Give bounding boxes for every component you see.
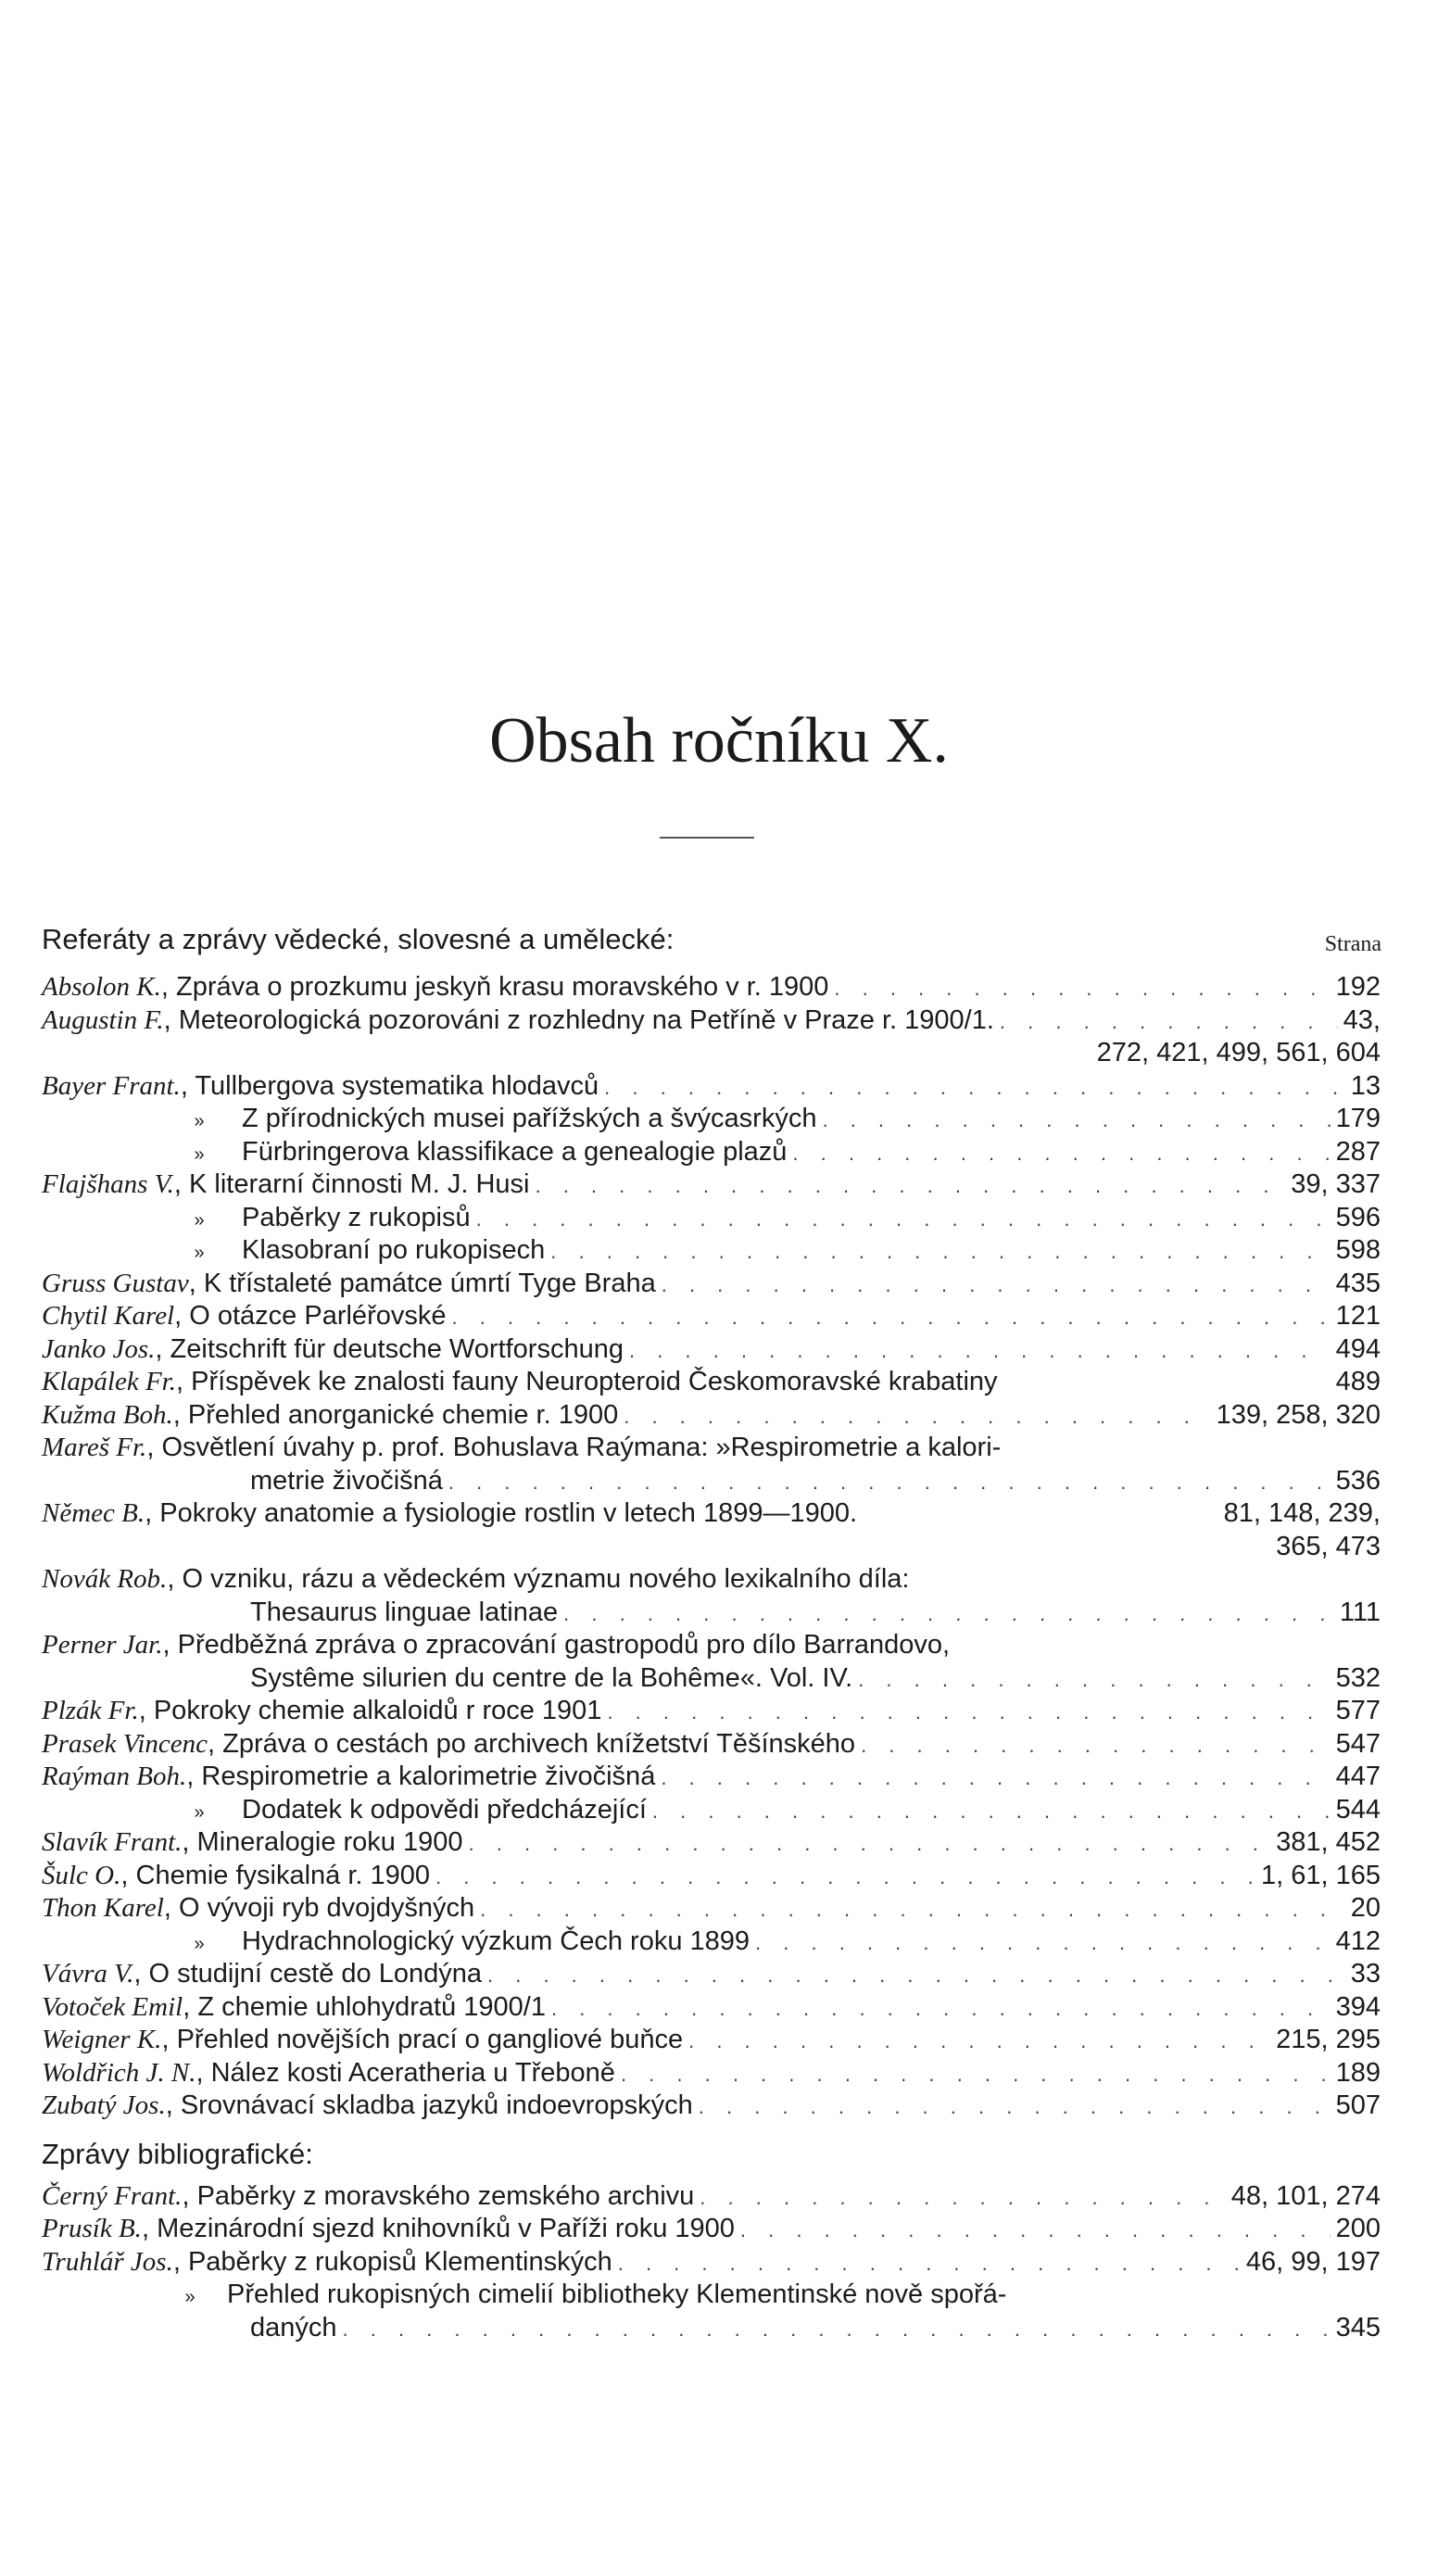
entry-head bbox=[42, 1366, 998, 1399]
page-numbers: 365, 473 bbox=[1276, 1531, 1381, 1561]
ditto-mark: » bbox=[194, 1933, 205, 1954]
entry-head bbox=[42, 1826, 463, 1860]
toc-entry-line bbox=[42, 1826, 1381, 1860]
author-separator: , bbox=[188, 1268, 204, 1298]
page-numbers: 412 bbox=[1335, 1926, 1381, 1956]
entry-head bbox=[42, 1926, 750, 1962]
toc-entry-line bbox=[42, 1563, 1381, 1597]
entry-head bbox=[42, 1070, 599, 1104]
toc-entry bbox=[42, 1892, 1381, 1926]
toc-entry bbox=[42, 2279, 1381, 2344]
dot-leader bbox=[550, 1235, 1330, 1269]
entry-title: Mineralogie roku 1900 bbox=[196, 1827, 463, 1857]
author-name: Šulc O. bbox=[42, 1860, 121, 1890]
toc-entry-line bbox=[42, 971, 1381, 1004]
entry-head bbox=[42, 1991, 546, 2025]
author-name: Augustin F. bbox=[42, 1004, 164, 1035]
page-numbers-continued bbox=[42, 1531, 1381, 1564]
toc-entry bbox=[42, 1004, 1381, 1070]
entry-head bbox=[42, 1333, 624, 1367]
dot-leader bbox=[629, 1334, 1331, 1368]
toc-entry bbox=[42, 1333, 1381, 1367]
toc-entry-line bbox=[42, 1103, 1381, 1136]
author-name: Slavík Frant. bbox=[42, 1827, 183, 1857]
author-separator: , bbox=[196, 2057, 211, 2088]
entry-head bbox=[42, 1728, 855, 1762]
author-separator: , bbox=[208, 1728, 223, 1759]
dot-leader bbox=[563, 1597, 1334, 1631]
page-numbers: 215, 295 bbox=[1276, 2025, 1381, 2054]
toc-content bbox=[42, 917, 1381, 2344]
dot-leader bbox=[604, 1071, 1345, 1105]
dot-leader bbox=[822, 1104, 1330, 1137]
page-numbers: 435 bbox=[1335, 1268, 1381, 1298]
toc-entry bbox=[42, 1826, 1381, 1860]
dot-leader bbox=[448, 1466, 1331, 1499]
entry-title: Hydrachnologický výzkum Čech roku 1899 bbox=[242, 1926, 751, 1956]
page-numbers: 200 bbox=[1335, 2214, 1381, 2243]
toc-entry bbox=[42, 1070, 1381, 1104]
page-numbers: 139, 258, 320 bbox=[1216, 1399, 1381, 1430]
section-entries bbox=[42, 2180, 1381, 2345]
toc-entry bbox=[42, 2024, 1381, 2057]
toc-entry-line bbox=[42, 2057, 1381, 2090]
author-name: Plzák Fr. bbox=[42, 1696, 139, 1725]
entry-head bbox=[42, 1136, 787, 1172]
entry-title: Paběrky z rukopisů bbox=[242, 1202, 471, 1232]
toc-entry bbox=[42, 1497, 1381, 1563]
author-name: Klapálek Fr. bbox=[42, 1367, 176, 1396]
toc-entry bbox=[42, 1991, 1381, 2025]
toc-entry bbox=[42, 1761, 1381, 1794]
entry-head bbox=[42, 1399, 618, 1433]
author-name: Flajšhans V. bbox=[42, 1169, 174, 1199]
page-numbers: 13 bbox=[1350, 1070, 1381, 1101]
page-numbers: 536 bbox=[1335, 1465, 1381, 1496]
entry-head bbox=[42, 1563, 909, 1597]
author-separator: , bbox=[172, 2246, 188, 2277]
dot-leader bbox=[661, 1762, 1330, 1795]
entry-title: Z chemie uhlohydratů 1900/1 bbox=[197, 1991, 546, 2022]
toc-entry-continuation bbox=[42, 1597, 1381, 1630]
toc-entry-line bbox=[42, 1333, 1381, 1367]
entry-title: Příspěvek ke znalosti fauny Neuropteroid Českomoravské krabatiny bbox=[191, 1367, 998, 1396]
toc-entry-line bbox=[42, 1794, 1381, 1827]
page-numbers: 272, 421, 499, 561, 604 bbox=[1096, 1038, 1381, 1067]
entry-head bbox=[42, 2246, 612, 2279]
author-separator: , bbox=[182, 2180, 197, 2211]
dot-leader bbox=[451, 1301, 1330, 1334]
page-numbers: 394 bbox=[1335, 1991, 1381, 2022]
entry-head bbox=[42, 2090, 693, 2123]
entry-head bbox=[42, 1168, 529, 1202]
entry-title: Pokroky chemie alkaloidů r roce 1901 bbox=[153, 1696, 602, 1725]
page-numbers: 46, 99, 197 bbox=[1245, 2246, 1381, 2277]
page-numbers: 43, bbox=[1343, 1004, 1381, 1035]
entry-head bbox=[42, 1761, 655, 1794]
entry-title: Fürbringerova klassifikace a genealogie plazů bbox=[242, 1136, 788, 1167]
author-separator: , bbox=[141, 2214, 158, 2243]
author-name: Novák Rob. bbox=[42, 1564, 168, 1594]
dot-leader bbox=[487, 1959, 1345, 1992]
toc-entry-line bbox=[42, 2180, 1381, 2214]
toc-entry-line bbox=[42, 1366, 1381, 1399]
toc-entry-line bbox=[42, 1926, 1381, 1959]
entry-head bbox=[42, 2180, 694, 2214]
entry-title: Chemie fysikalná r. 1900 bbox=[135, 1860, 431, 1890]
entry-title: Pokroky anatomie a fysiologie rostlin v letech 1899—1900. bbox=[159, 1498, 858, 1528]
toc-entry bbox=[42, 1860, 1381, 1893]
author-name: Prasek Vincenc bbox=[42, 1728, 208, 1759]
section-heading: Referáty a zprávy vědecké, slovesné a umělecké: bbox=[42, 923, 675, 955]
entry-head bbox=[42, 1794, 647, 1830]
page-numbers: 81, 148, 239, bbox=[1223, 1498, 1381, 1528]
author-name: Zubatý Jos. bbox=[42, 2090, 166, 2120]
entry-title: O vývoji ryb dvojdyšných bbox=[178, 1893, 475, 1923]
toc-entry bbox=[42, 1728, 1381, 1762]
ditto-mark: » bbox=[194, 1209, 205, 1231]
toc-entry bbox=[42, 1563, 1381, 1629]
author-name: Prusík B. bbox=[42, 2214, 142, 2243]
entry-title-continued: Thesaurus linguae latinae bbox=[250, 1597, 559, 1627]
section-entries bbox=[42, 971, 1381, 2123]
entry-head bbox=[42, 1202, 471, 1238]
entry-title: Přehled rukopisných cimelií bibliotheky Klementinské nově spořá- bbox=[227, 2279, 1007, 2309]
entry-title: Zpráva o cestách po archivech knížetství Těšínského bbox=[222, 1728, 856, 1759]
entry-title-continued: metrie živočišná bbox=[250, 1465, 443, 1496]
author-separator: , bbox=[180, 1070, 196, 1101]
page-numbers: 489 bbox=[1335, 1367, 1381, 1396]
author-separator: , bbox=[120, 1860, 136, 1890]
entry-title: Dodatek k odpovědi předcházející bbox=[242, 1794, 647, 1825]
toc-entry bbox=[42, 1234, 1381, 1268]
page-numbers: 577 bbox=[1335, 1696, 1381, 1725]
entry-head bbox=[42, 2057, 615, 2090]
toc-entry bbox=[42, 1103, 1381, 1136]
author-separator: , bbox=[160, 972, 177, 1002]
dot-leader bbox=[535, 1169, 1285, 1203]
page-column-header: Strana bbox=[1324, 932, 1381, 956]
entry-title: Z přírodnických musei pařížských a švýcasrkých bbox=[242, 1104, 817, 1133]
dot-leader bbox=[700, 2181, 1225, 2215]
author-separator: , bbox=[174, 1301, 190, 1331]
page-numbers: 287 bbox=[1335, 1136, 1381, 1167]
page-title: Obsah ročníku X. bbox=[489, 705, 949, 777]
toc-entry-line bbox=[42, 1728, 1381, 1762]
toc-entry bbox=[42, 971, 1381, 1004]
ditto-mark: » bbox=[194, 1111, 205, 1131]
author-separator: , bbox=[167, 1564, 183, 1594]
entry-head bbox=[42, 2279, 1006, 2315]
entry-head bbox=[42, 1892, 474, 1926]
page-numbers: 48, 101, 274 bbox=[1230, 2180, 1381, 2211]
dot-leader bbox=[435, 1861, 1255, 1894]
toc-entry-line bbox=[42, 1300, 1381, 1333]
author-separator: , bbox=[163, 1004, 179, 1035]
dot-leader bbox=[792, 1137, 1330, 1170]
entry-title: Tullbergova systematika hlodavců bbox=[195, 1070, 599, 1101]
section-header bbox=[42, 917, 1381, 971]
page-numbers: 447 bbox=[1335, 1762, 1381, 1791]
author-separator: , bbox=[163, 1893, 179, 1923]
toc-entry bbox=[42, 1926, 1381, 1959]
toc-entry-line bbox=[42, 1234, 1381, 1268]
toc-entry bbox=[42, 1794, 1381, 1827]
author-name: Woldřich J. N. bbox=[42, 2057, 196, 2088]
dot-leader bbox=[607, 1696, 1330, 1729]
author-separator: , bbox=[162, 1630, 178, 1660]
entry-title: Osvětlení úvahy p. prof. Bohuslava Raýmana: »Respirometrie a kalori- bbox=[161, 1433, 1002, 1462]
toc-entry-continuation bbox=[42, 1662, 1381, 1696]
author-name: Bayer Frant. bbox=[42, 1070, 181, 1101]
toc-entry-line bbox=[42, 1136, 1381, 1169]
entry-head bbox=[42, 1103, 816, 1139]
author-separator: , bbox=[138, 1696, 154, 1725]
entry-title: Srovnávací skladba jazyků indoevropských bbox=[180, 2090, 693, 2120]
entry-title: Paběrky z moravského zemského archivu bbox=[196, 2180, 695, 2211]
dot-leader bbox=[476, 1203, 1331, 1236]
dot-leader bbox=[740, 2214, 1331, 2247]
ditto-mark: » bbox=[194, 1143, 205, 1165]
toc-entry-line bbox=[42, 1695, 1381, 1728]
dot-leader bbox=[699, 2090, 1331, 2124]
author-name: Němec B. bbox=[42, 1498, 145, 1528]
page-numbers: 598 bbox=[1335, 1235, 1381, 1265]
author-name: Janko Jos. bbox=[42, 1333, 156, 1364]
dot-leader bbox=[861, 1729, 1331, 1762]
page-numbers: 192 bbox=[1335, 972, 1381, 1002]
toc-entry-line bbox=[42, 2213, 1381, 2246]
author-name: Vávra V. bbox=[42, 1959, 134, 1989]
entry-title: Paběrky z rukopisů Klementinských bbox=[187, 2246, 612, 2277]
toc-entry bbox=[42, 2180, 1381, 2214]
author-separator: , bbox=[155, 1333, 170, 1364]
dot-leader bbox=[688, 2025, 1270, 2058]
entry-title: Zeitschrift für deutsche Wortforschung bbox=[170, 1333, 624, 1364]
page-numbers: 345 bbox=[1335, 2312, 1381, 2342]
toc-entry bbox=[42, 1366, 1381, 1399]
author-name: Kužma Boh. bbox=[42, 1399, 173, 1430]
toc-entry-line bbox=[42, 1991, 1381, 2025]
ditto-mark: » bbox=[194, 1801, 205, 1823]
author-name: Raýman Boh. bbox=[42, 1762, 187, 1791]
entry-title: O vzniku, rázu a vědeckém významu nového lexikalního díla: bbox=[182, 1564, 910, 1594]
dot-leader bbox=[469, 1827, 1271, 1861]
author-separator: , bbox=[146, 1433, 162, 1462]
ditto-mark: » bbox=[194, 1243, 205, 1263]
author-name: Truhlář Jos. bbox=[42, 2246, 173, 2277]
entry-title: Zpráva o prozkumu jeskyň krasu moravského v r. 1900 bbox=[176, 972, 829, 1002]
toc-entry bbox=[42, 1168, 1381, 1202]
entry-title: Přehled novějších prací o gangliové buňce bbox=[176, 2025, 684, 2054]
dot-leader bbox=[755, 1926, 1331, 1960]
page-numbers: 189 bbox=[1335, 2057, 1381, 2088]
toc-entry bbox=[42, 1399, 1381, 1433]
author-separator: , bbox=[133, 1959, 149, 1989]
entry-title: Nález kosti Aceratheria u Třeboně bbox=[210, 2057, 615, 2088]
author-separator: , bbox=[176, 1367, 192, 1396]
author-name: Votoček Emil bbox=[42, 1991, 183, 2022]
entry-head bbox=[42, 971, 828, 1004]
entry-title: O otázce Parléřovské bbox=[189, 1301, 447, 1331]
toc-entry-line bbox=[42, 1070, 1381, 1104]
author-separator: , bbox=[172, 1399, 188, 1430]
toc-entry bbox=[42, 1202, 1381, 1235]
entry-title: K třístaleté památce úmrtí Tyge Braha bbox=[203, 1268, 656, 1298]
page-numbers: 33 bbox=[1350, 1959, 1381, 1989]
dot-leader bbox=[834, 972, 1330, 1005]
toc-entry bbox=[42, 1958, 1381, 1991]
toc-entry bbox=[42, 1300, 1381, 1333]
toc-entry bbox=[42, 1432, 1381, 1497]
entry-head bbox=[42, 1497, 857, 1531]
dot-leader bbox=[1000, 1005, 1338, 1039]
author-separator: , bbox=[186, 1762, 202, 1791]
toc-entry-line bbox=[42, 1268, 1381, 1301]
toc-entry-line bbox=[42, 1761, 1381, 1794]
entry-title: Přehled anorganické chemie r. 1900 bbox=[187, 1399, 619, 1430]
dot-leader bbox=[652, 1795, 1331, 1828]
toc-entry-line bbox=[42, 1892, 1381, 1926]
entry-head bbox=[42, 1860, 430, 1893]
author-separator: , bbox=[161, 2025, 177, 2054]
toc-entry bbox=[42, 1629, 1381, 1695]
toc-entry-line bbox=[42, 1432, 1381, 1465]
toc-entry-line bbox=[42, 1860, 1381, 1893]
page-numbers: 507 bbox=[1335, 2090, 1381, 2120]
page-numbers: 544 bbox=[1335, 1794, 1381, 1825]
entry-title: Respirometrie a kalorimetrie živočišná bbox=[201, 1762, 656, 1791]
dot-leader bbox=[343, 2313, 1331, 2346]
toc-entry bbox=[42, 2090, 1381, 2123]
entry-head bbox=[42, 1300, 446, 1333]
entry-head bbox=[42, 1268, 656, 1301]
page-numbers: 494 bbox=[1335, 1333, 1381, 1364]
entry-head bbox=[42, 2213, 735, 2246]
author-separator: , bbox=[183, 1991, 198, 2022]
toc-entry-line bbox=[42, 1004, 1381, 1038]
page-numbers: 596 bbox=[1335, 1202, 1381, 1232]
dot-leader bbox=[621, 2058, 1331, 2091]
entry-head bbox=[42, 2024, 683, 2057]
entry-head bbox=[42, 1004, 994, 1038]
author-separator: , bbox=[145, 1498, 160, 1528]
entry-title: Meteorologická pozorováni z rozhledny na Petříně v Praze r. 1900/1. bbox=[178, 1004, 994, 1035]
toc-entry bbox=[42, 1695, 1381, 1728]
dot-leader bbox=[624, 1400, 1210, 1433]
entry-title: O studijní cestě do Londýna bbox=[148, 1959, 482, 1989]
toc-entry bbox=[42, 2246, 1381, 2279]
entry-title: K literarní činnosti M. J. Husi bbox=[189, 1169, 530, 1199]
toc-entry bbox=[42, 1268, 1381, 1301]
toc-entry-line bbox=[42, 1168, 1381, 1202]
author-name: Mareš Fr. bbox=[42, 1433, 147, 1462]
page-numbers: 179 bbox=[1335, 1104, 1381, 1133]
entry-head bbox=[42, 1234, 545, 1270]
page-numbers: 121 bbox=[1335, 1301, 1381, 1331]
author-separator: , bbox=[173, 1169, 190, 1199]
toc-entry-line bbox=[42, 1958, 1381, 1991]
entry-head bbox=[42, 1432, 1001, 1465]
dot-leader bbox=[618, 2247, 1241, 2280]
entry-head bbox=[42, 1629, 950, 1662]
page-numbers: 39, 337 bbox=[1291, 1169, 1381, 1199]
toc-entry-line bbox=[42, 1629, 1381, 1662]
title-divider bbox=[660, 837, 754, 839]
dot-leader bbox=[662, 1269, 1331, 1302]
author-name: Černý Frant. bbox=[42, 2180, 183, 2211]
entry-head bbox=[42, 1695, 601, 1728]
entry-title-continued: daných bbox=[250, 2312, 337, 2342]
author-separator: , bbox=[165, 2090, 181, 2120]
page-numbers: 381, 452 bbox=[1276, 1827, 1381, 1857]
page-numbers: 1, 61, 165 bbox=[1261, 1860, 1381, 1890]
dot-leader bbox=[480, 1893, 1345, 1926]
author-name: Perner Jar. bbox=[42, 1630, 163, 1660]
dot-leader bbox=[858, 1663, 1330, 1697]
toc-entry bbox=[42, 2057, 1381, 2090]
page-numbers: 111 bbox=[1339, 1597, 1381, 1627]
toc-entry-line bbox=[42, 2279, 1381, 2312]
entry-title-continued: Systême silurien du centre de la Bohême«. Vol. IV. bbox=[250, 1662, 853, 1693]
entry-title: Předběžná zpráva o zpracování gastropodů pro dílo Barrandovo, bbox=[177, 1630, 951, 1660]
page-numbers: 547 bbox=[1335, 1728, 1381, 1759]
author-name: Absolon K. bbox=[42, 972, 161, 1002]
author-name: Gruss Gustav bbox=[42, 1268, 189, 1298]
section-heading: Zprávy bibliografické: bbox=[42, 2137, 313, 2170]
author-name: Weigner K. bbox=[42, 2025, 162, 2054]
author-separator: , bbox=[182, 1827, 197, 1857]
toc-entry-line bbox=[42, 2090, 1381, 2123]
toc-entry-line bbox=[42, 1202, 1381, 1235]
toc-entry bbox=[42, 2213, 1381, 2246]
entry-head bbox=[42, 1958, 482, 1991]
page-numbers: 532 bbox=[1335, 1662, 1381, 1693]
page-numbers-continued bbox=[42, 1037, 1381, 1070]
entry-title: Klasobraní po rukopisech bbox=[242, 1235, 546, 1265]
dot-leader bbox=[551, 1992, 1331, 2026]
toc-entry-continuation bbox=[42, 1465, 1381, 1498]
author-name: Thon Karel bbox=[42, 1893, 164, 1923]
toc-entry-line bbox=[42, 2024, 1381, 2057]
entry-title: Mezinárodní sjezd knihovníků v Paříži roku 1900 bbox=[157, 2214, 735, 2243]
toc-entry-continuation bbox=[42, 2312, 1381, 2345]
page-numbers: 20 bbox=[1350, 1893, 1381, 1923]
author-name: Chytil Karel bbox=[42, 1301, 175, 1331]
toc-entry-line bbox=[42, 1497, 1381, 1531]
toc-entry bbox=[42, 1136, 1381, 1169]
toc-entry-line bbox=[42, 1399, 1381, 1433]
toc-entry-line bbox=[42, 2246, 1381, 2279]
ditto-mark: » bbox=[184, 2287, 196, 2307]
